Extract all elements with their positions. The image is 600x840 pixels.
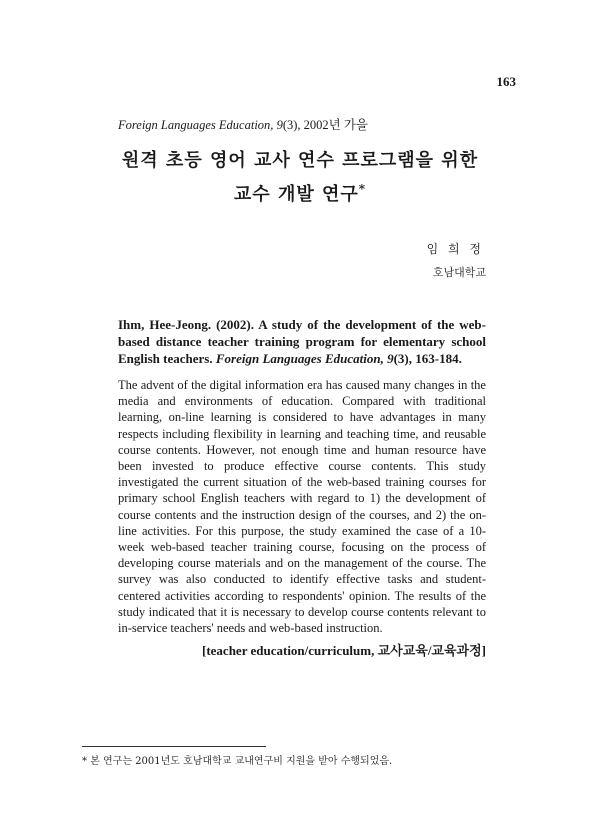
journal-issue-date: (3), 2002년 가을 (282, 118, 368, 132)
abstract: The advent of the digital information era has caused many changes in the media and environments of education. Compared with traditional learning, on-line learning is considered to have advantages in many respects including flexibility in learning and teaching time, and reusable course contents. However, not enough time and human resource have been invested to produce effective course contents. This study investigated the current situation of the web-based training courses for primary school English teachers with regard to 1) the development of course contents and the instruction design of the courses, and 2) the on-line activities. For this purpose, the study examined the case of a 10-week web-based teacher training course, focusing on the process of developing course materials and on the management of the course. The survey was also conducted to identify effective tasks and student-centered activities according to respondents' opinion. The results of the study indicated that it is necessary to develop course contents relevant to in-service teachers' needs and web-based instruction. (118, 378, 486, 636)
citation (118, 316, 486, 367)
author-affiliation: 호남대학교 (432, 266, 486, 279)
journal-header (118, 115, 368, 133)
keywords: [teacher education/curriculum, 교사교육/교육과정] (202, 643, 486, 658)
paper-title (60, 146, 540, 209)
page-number: 163 (496, 74, 516, 89)
author-name: 임 희 정 (426, 242, 484, 256)
footnote-divider (82, 746, 266, 747)
title-line-1: 원격 초등 영어 교사 연수 프로그램을 위한 (121, 150, 479, 171)
journal-volume: 9 (276, 118, 283, 132)
citation-text: Ihm, Hee-Jeong. (2002). A study of the development of the web-based distance teacher training program for elementary school English teachers. (118, 317, 486, 366)
title-line-2: 교수 개발 연구 (233, 184, 359, 205)
citation-journal: Foreign Languages Education, (215, 351, 384, 366)
title-line-2-wrap (60, 175, 540, 209)
citation-pages: (3), 163-184. (393, 351, 462, 366)
title-footnote-mark: * (358, 182, 367, 196)
footnote: * 본 연구는 2001년도 호남대학교 교내연구비 지원을 받아 수행되었음. (82, 756, 393, 767)
journal-name: Foreign Languages Education, (118, 118, 274, 132)
citation-volume: 9 (387, 351, 394, 366)
